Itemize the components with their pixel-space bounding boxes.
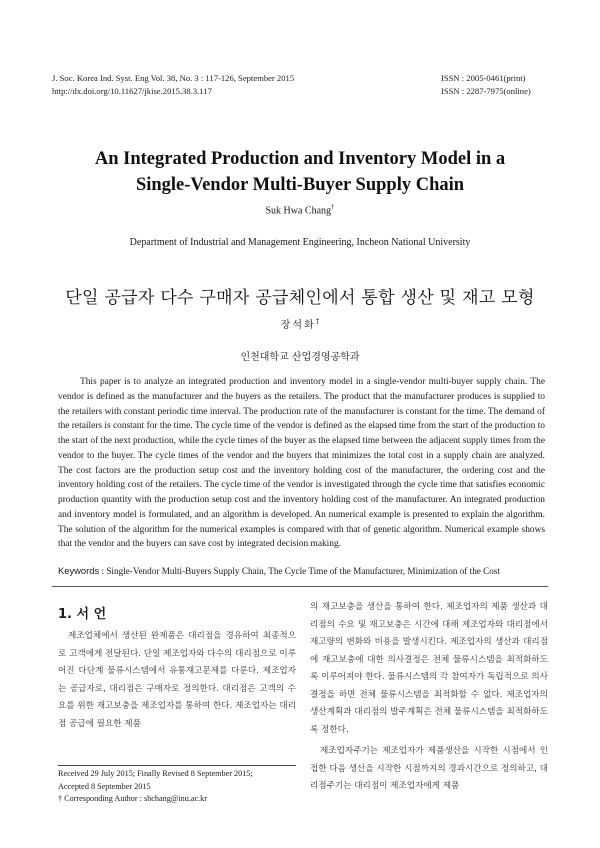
- body-paragraph: 의 재고보충을 생산을 통하여 한다. 제조업자의 제품 생산과 대리점의 수요 및 재고보충은 시간에 대해 제조업자와 대리점에서 재고량의 변화와 비용을 발생시킨다. 제조업자의 생산과 대리점에 재고보충에 대한 의사결정은 전체 물류시스템을 최적화하도록 이루어져야 한다. 물류시스템의 각 참여자가 독립적으로 의사결정을 하면 전체 물류시스템을 최적화할 수 없다. 제조업자의 생산계획과 대리점의 발주계획은 전체 물류시스템을 최적화하도록 정한다.: [310, 602, 548, 735]
- title-line-1: An Integrated Production and Inventory Model in a: [94, 149, 506, 169]
- author-english: [0, 203, 600, 216]
- corresponding-mark-ko: †: [315, 317, 320, 326]
- title-line-2: Single-Vendor Multi-Buyer Supply Chain: [135, 175, 465, 195]
- body-column-right: [310, 599, 548, 796]
- footnote-divider: [58, 765, 296, 766]
- paper-title-korean: 단일 공급자 다수 구매자 공급체인에서 통합 생산 및 재고 모형: [65, 288, 535, 308]
- journal-header: [52, 72, 294, 97]
- issn-block: [441, 72, 531, 97]
- issn-online: ISSN : 2287-7975(online): [441, 85, 531, 96]
- keywords-label: Keywords: [58, 565, 100, 576]
- body-paragraph: 제조업체에서 생산된 완제품은 대리점을 경유하여 최종적으로 고객에게 전달된다. 단일 제조업자와 다수의 대리점으로 이루어진 다단계 물류시스템에서 유통재고문제를 다룬다. 제조업자는 공급자로, 대리점은 구매자로 정의한다. 대리점은 고객의 수요를 위한 재고보충을 제조업자를 통하여 한다. 제조업자는 대리점 공급에 필요한 제품: [58, 631, 296, 729]
- section-divider: [52, 586, 548, 587]
- issn-print: ISSN : 2005-0461(print): [441, 73, 526, 83]
- paper-title: [40, 146, 560, 198]
- abstract: This paper is to analyze an integrated production and inventory model in a single-vendor multi-buyer supply chain. The vendor is defined as the manufacturer and the buyers as the retailers. The product that the manufacturer produces is supplied to the retailers with constant periodic time interval. The production rate of the manufacturer is constant for the time. The demand of the retailers is constant for the time. The cycle time of the vendor is defined as the elapsed time from the start of the production to the start of the next production, while the cycle times of the buyer as the elapsed time between the adjacent supply times from the vendor to the buyer. The cycle times of the vendor and the buyers that minimizes the total cost in a supply chain are analyzed. The cost factors are the production setup cost and the inventory holding cost of the manufacturer, the ordering cost and the inventory holding cost of the retailers. The cycle time of the vendor is investigated through the cycle time that satisfies economic production quantity with the production setup cost and the inventory holding cost of the manufacturer. An integrated production and inventory model is formulated, and an algorithm is developed. An numerical example is presented to explain the algorithm. The solution of the algorithm for the numerical examples is compared with that of genetic algorithm. Numerical example shows that the vendor and the buyers can save cost by integrated decision making.: [58, 377, 545, 550]
- body-paragraph: 제조업자주기는 제조업자가 제품생산을 시작한 시점에서 인접한 다음 생산을 시작한 시점까지의 경과시간으로 정의하고, 대리점주기는 대리점이 제조업자에게 제품: [310, 746, 548, 791]
- journal-citation: J. Soc. Korea Ind. Syst. Eng Vol. 38, No. 3 : 117-126, September 2015: [52, 73, 295, 83]
- body-column-left: [58, 628, 296, 733]
- corresponding-mark: †: [331, 203, 335, 211]
- footnote: [58, 768, 308, 806]
- author-korean: [0, 316, 600, 331]
- keywords: [58, 565, 548, 576]
- corresponding-author: † Corresponding Author : shchang@inu.ac.kr: [58, 794, 207, 803]
- author-name-ko: 장석화: [280, 320, 316, 331]
- author-name-en: Suk Hwa Chang: [265, 205, 332, 217]
- affiliation-english: Department of Industrial and Management Engineering, Incheon National University: [129, 237, 471, 248]
- section-heading-introduction: 1. 서 언: [58, 607, 107, 622]
- affiliation-korean: 인천대학교 산업경영공학과: [240, 352, 360, 363]
- keywords-text: : Single-Vendor Multi-Buyers Supply Chain, The Cycle Time of the Manufacturer, Minimization of the Cost: [99, 566, 501, 576]
- accepted-date: Accepted 8 September 2015: [58, 781, 151, 791]
- received-date: Received 29 July 2015; Finally Revised 8 September 2015;: [58, 769, 253, 778]
- doi-link[interactable]: http://dx.doi.org/10.11627/jkise.2015.38.3.117: [52, 85, 212, 96]
